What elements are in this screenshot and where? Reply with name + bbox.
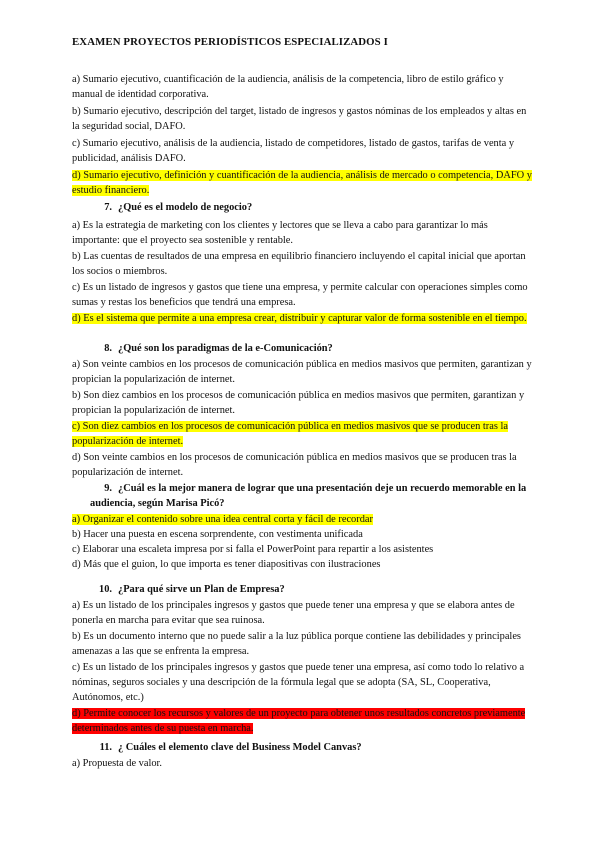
option-q9-c: c) Elaborar una escaleta impresa por si falla el PowerPoint para repartir a los asistentes — [72, 544, 434, 555]
question-10-heading — [72, 582, 532, 597]
option-q8-c: c) Son diez cambios en los procesos de comunicación pública en medios masivos que se producen tras la popularización de internet. — [72, 421, 508, 447]
option-q6-b: b) Sumario ejecutivo, descripción del target, listado de ingresos y gastos nóminas de los empleados y altas en la seguridad social, DAFO. — [72, 106, 527, 132]
question-9-number: 9. — [104, 483, 112, 494]
page-title: EXAMEN PROYECTOS PERIODÍSTICOS ESPECIALIZADOS I — [72, 36, 388, 48]
option-q7-d: d) Es el sistema que permite a una empresa crear, distribuir y capturar valor de forma sostenible en el tiempo. — [72, 313, 527, 324]
option-q10-c: c) Es un listado de los principales ingresos y gastos que puede tener una empresa, así como todo lo relativo a nóminas, seguros sociales y una descripción de la fórmula legal que se adopta (SA, SL, Cooperativa, Autónomos, etc.) — [72, 662, 525, 703]
question-7-heading — [72, 200, 532, 215]
question-7-text: ¿Qué es el modelo de negocio? — [118, 202, 253, 213]
option-q7-b: b) Las cuentas de resultados de una empresa en equilibrio financiero incluyendo el capital inicial que aportan los socios o miembros. — [72, 251, 526, 277]
option-q6-d: d) Sumario ejecutivo, definición y cuantificación de la audiencia, análisis de mercado o competencia, DAFO y estudio financiero. — [72, 170, 532, 196]
option-q10-a: a) Es un listado de los principales ingresos y gastos que puede tener una empresa y que se elabora antes de ponerla en marcha para evitar que sea ruinosa. — [72, 600, 515, 626]
question-11-text: ¿ Cuáles el elemento clave del Business Model Canvas? — [118, 742, 362, 753]
question-11-number: 11. — [99, 742, 112, 753]
option-q7-c: c) Es un listado de ingresos y gastos que tiene una empresa, y permite calcular con operaciones simples como sumas y restas los beneficios que tendrá una empresa. — [72, 282, 528, 308]
option-q9-b: b) Hacer una puesta en escena sorprendente, con vestimenta unificada — [72, 529, 363, 540]
question-8-number: 8. — [104, 343, 112, 354]
option-q8-d: d) Son veinte cambios en los procesos de comunicación pública en medios masivos que se producen tras la popularización de internet. — [72, 452, 517, 478]
option-q10-b: b) Es un documento interno que no puede salir a la luz pública porque contiene las debilidades y principales amenazas a las que se enfrenta la empresa. — [72, 631, 521, 657]
question-6-options — [72, 72, 532, 198]
question-8-heading — [72, 341, 532, 356]
option-q7-a: a) Es la estrategia de marketing con los clientes y lectores que se lleva a cabo para garantizar lo más importante: que el proyecto sea sostenible y rentable. — [72, 220, 488, 246]
question-10 — [72, 582, 532, 736]
option-q9-d: d) Más que el guion, lo que importa es tener diapositivas con ilustraciones — [72, 559, 381, 570]
question-11 — [72, 740, 532, 771]
option-q9-a-wrapper — [72, 512, 532, 527]
question-11-heading — [72, 740, 532, 755]
question-8-text: ¿Qué son los paradigmas de la e-Comunicación? — [118, 343, 333, 354]
option-q8-b: b) Son diez cambios en los procesos de comunicación pública en medios masivos que permiten, garantizan y propician la popularización de internet. — [72, 390, 525, 416]
option-q11-a: a) Propuesta de valor. — [72, 758, 163, 769]
option-q10-d: d) Permite conocer los recursos y valores de un proyecto para obtener unos resultados concretos previamente determinados antes de su puesta en marcha. — [72, 708, 526, 734]
option-q6-a: a) Sumario ejecutivo, cuantificación de la audiencia, análisis de la competencia, libro de estilo gráfico y manual de identidad corporativa. — [72, 74, 504, 100]
question-10-text: ¿Para qué sirve un Plan de Empresa? — [118, 584, 285, 595]
question-7-number: 7. — [104, 202, 112, 213]
question-10-number: 10. — [99, 584, 112, 595]
question-7 — [72, 200, 532, 326]
option-q6-c: c) Sumario ejecutivo, análisis de la audiencia, listado de competidores, listado de gastos, tarifas de venta y publicidad, análisis DAFO. — [72, 138, 515, 164]
option-q8-a: a) Son veinte cambios en los procesos de comunicación pública en medios masivos que permiten, garantizan y propician la popularización de internet. — [72, 359, 532, 385]
option-q8-c-wrapper — [72, 419, 532, 449]
option-q6-d-wrapper — [72, 168, 532, 198]
option-q10-d-wrapper — [72, 706, 532, 736]
option-q7-d-wrapper — [72, 311, 532, 326]
question-9-text: ¿Cuál es la mejor manera de lograr que una presentación deje un recuerdo memorable en la audiencia, según Marisa Picó? — [90, 483, 527, 509]
question-9 — [72, 481, 532, 572]
question-8 — [72, 341, 532, 480]
question-9-heading — [72, 481, 532, 511]
option-q9-a: a) Organizar el contenido sobre una idea central corta y fácil de recordar — [72, 514, 373, 525]
